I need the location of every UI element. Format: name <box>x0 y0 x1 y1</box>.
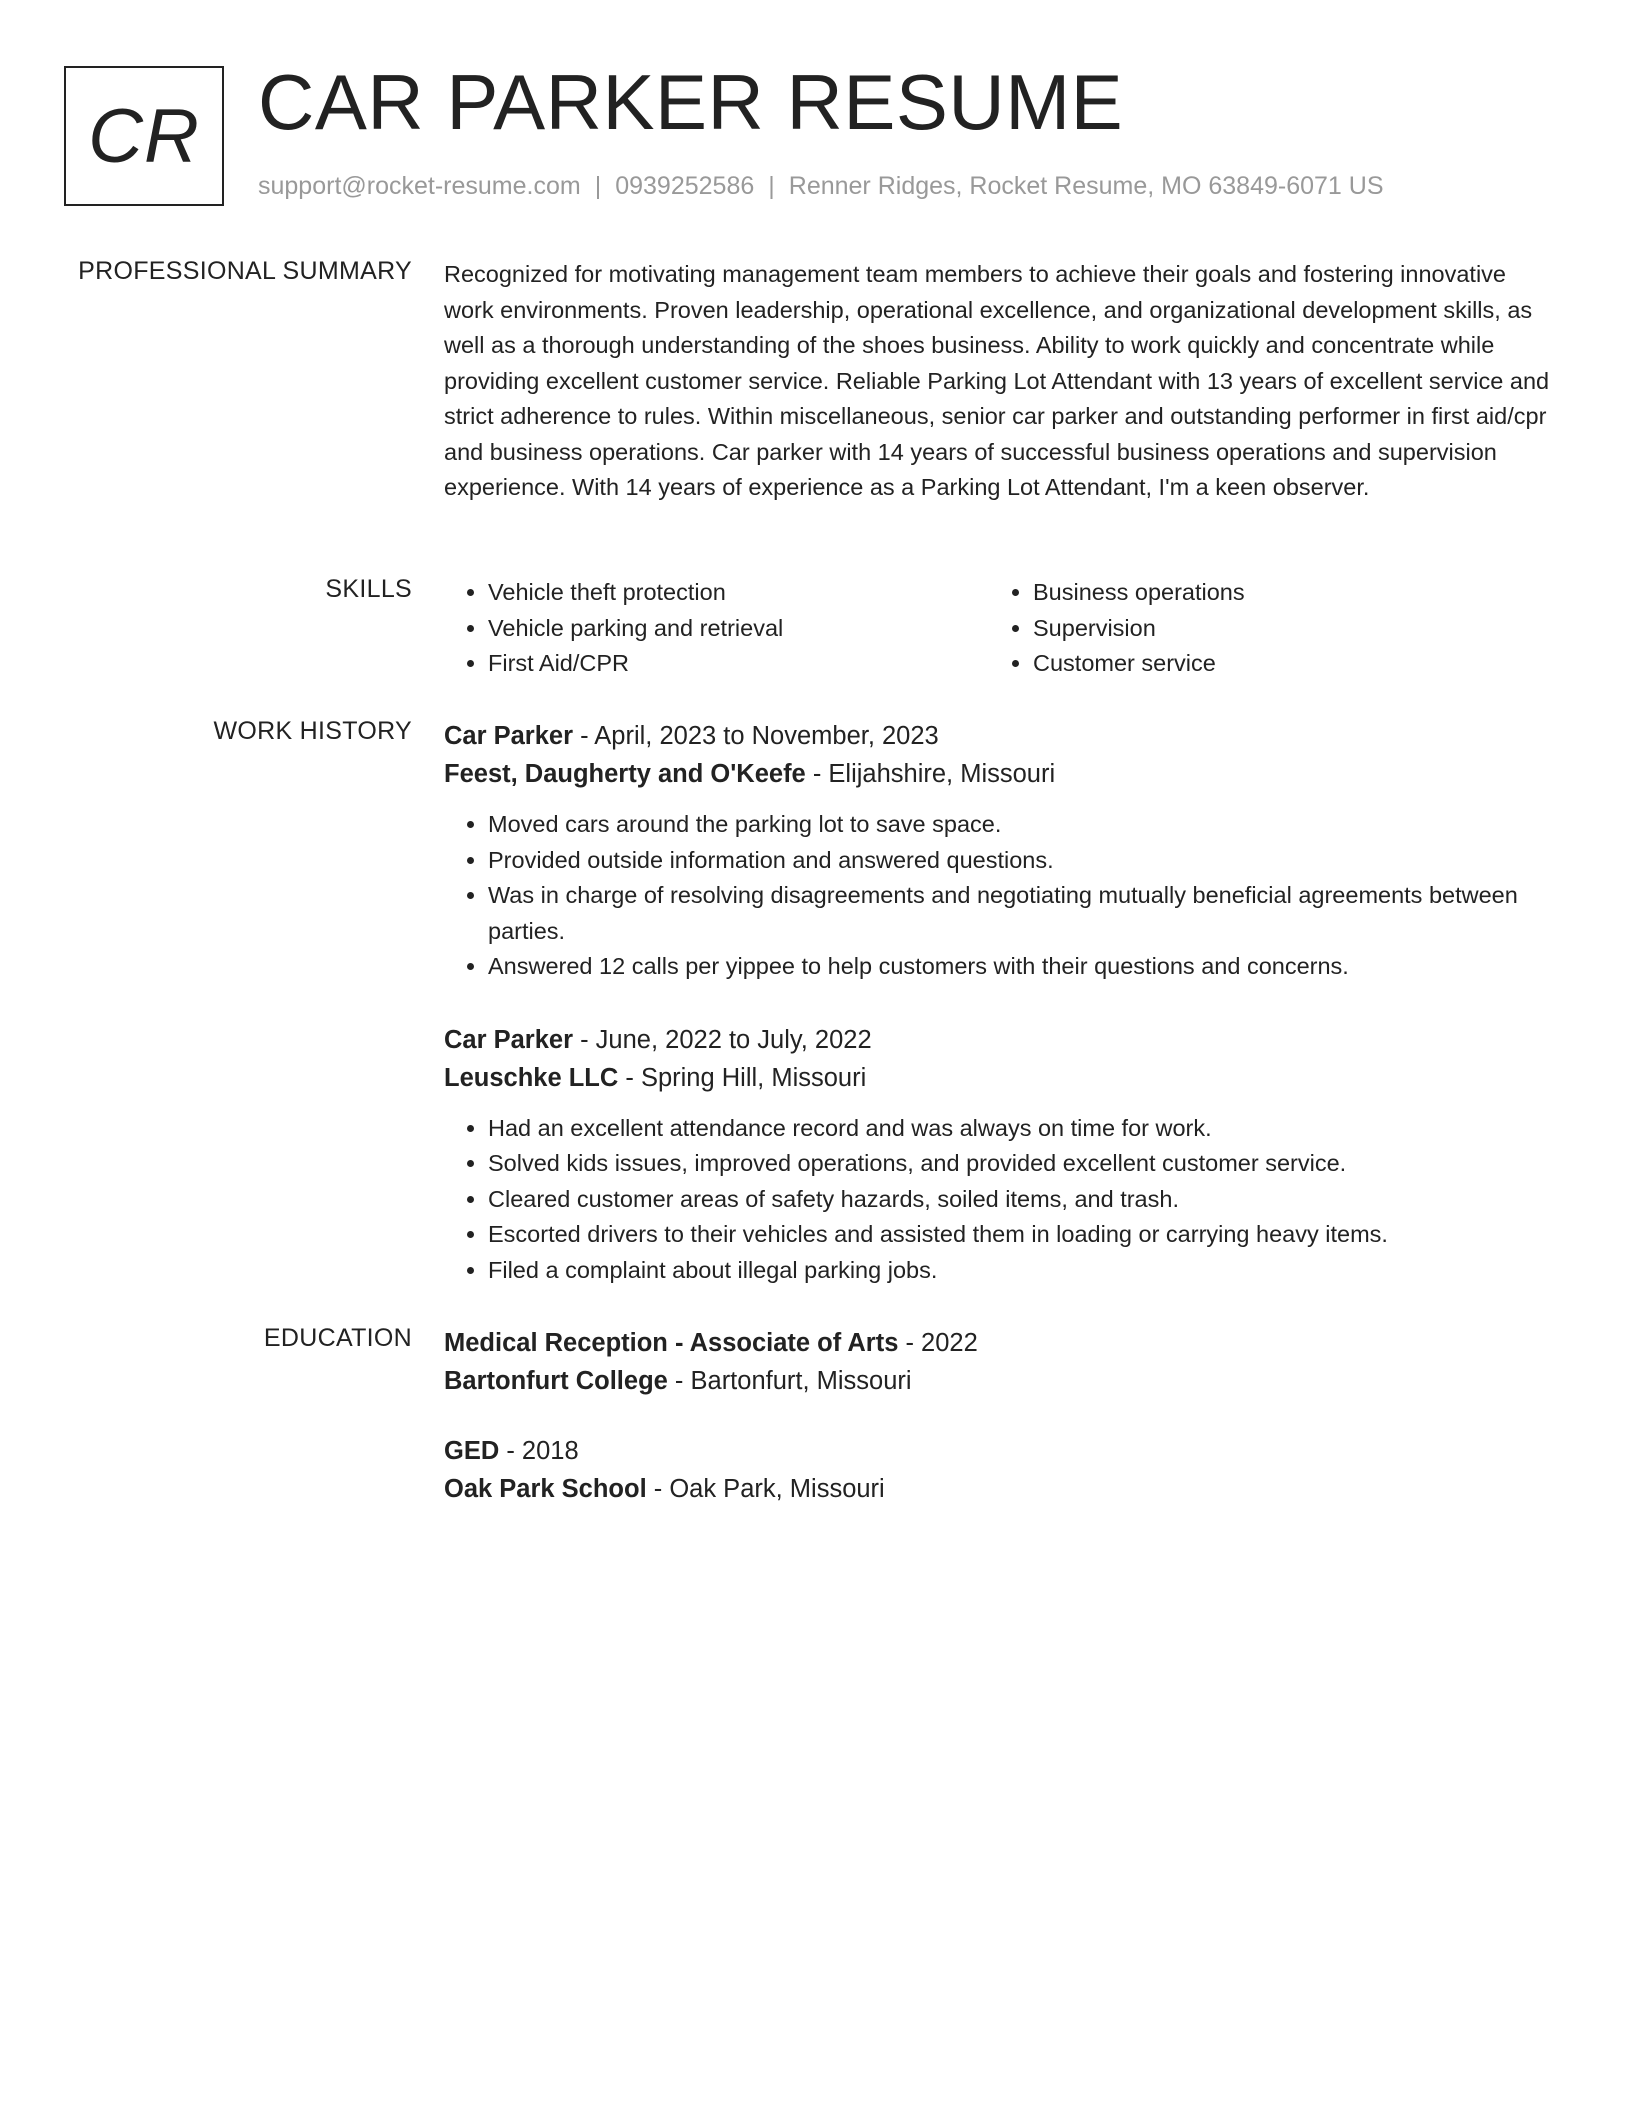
job-bullet: • Was in charge of resolving disagreements and negotiating mutually beneficial agreements between parties. <box>488 878 1560 949</box>
education-school-line <box>444 1362 1560 1400</box>
skill-item: • Supervision <box>1033 611 1534 647</box>
education-heading: EDUCATION <box>263 1324 412 1352</box>
job-bullets <box>444 807 1560 985</box>
summary-text: Recognized for motivating management team members to achieve their goals and fostering innovative work environments. Proven leadership, operational excellence, and organizational development skills, as well as a thorough understanding of the shoes business. Ability to work quickly and concentrate while providing excellent customer service. Reliable Parking Lot Attendant with 13 years of excellent service and strict adherence to rules. Within miscellaneous, senior car parker and outstanding performer in first aid/cpr and business operations. Car parker with 14 years of successful business operations and supervision experience. With 14 years of experience as a Parking Lot Attendant, I'm a keen observer. <box>444 261 1550 500</box>
summary-heading: PROFESSIONAL SUMMARY <box>78 257 412 285</box>
education-school: Bartonfurt College <box>444 1367 668 1395</box>
job-company-line <box>444 755 1560 793</box>
job-entry <box>444 717 1560 985</box>
contact-separator: | <box>594 172 602 200</box>
contact-phone: 0939252586 <box>615 172 755 200</box>
job-title-line <box>444 1021 1560 1059</box>
contact-line <box>258 172 1384 201</box>
job-bullet: • Answered 12 calls per yippee to help customers with their questions and concerns. <box>488 949 1560 985</box>
skills-grid <box>444 575 1560 682</box>
job-title-line <box>444 717 1560 755</box>
job-bullet: • Solved kids issues, improved operations, and provided excellent customer service. <box>488 1146 1560 1182</box>
work-history-heading: WORK HISTORY <box>213 717 412 745</box>
skills-list-right <box>989 575 1534 682</box>
education-location: - Bartonfurt, Missouri <box>667 1367 912 1395</box>
job-bullet: • Provided outside information and answered questions. <box>488 843 1560 879</box>
education-degree: Medical Reception - Associate of Arts <box>444 1329 899 1357</box>
monogram-badge <box>64 66 224 206</box>
job-bullet: • Had an excellent attendance record and was always on time for work. <box>488 1111 1560 1147</box>
job-company-line <box>444 1059 1560 1097</box>
job-dates: - June, 2022 to July, 2022 <box>573 1025 872 1054</box>
education-location: - Oak Park, Missouri <box>646 1475 885 1503</box>
contact-separator: | <box>768 172 775 200</box>
job-company: Feest, Daugherty and O'Keefe <box>444 760 806 788</box>
job-company: Leuschke LLC <box>444 1063 619 1092</box>
education-school: Oak Park School <box>444 1475 647 1503</box>
skills-heading: SKILLS <box>325 575 412 603</box>
education-body <box>444 1324 1560 1508</box>
job-bullet: • Escorted drivers to their vehicles and assisted them in loading or carrying heavy items. <box>488 1217 1560 1253</box>
skill-item: • Vehicle parking and retrieval <box>488 611 989 647</box>
skill-item: • Customer service <box>1033 646 1534 682</box>
skill-item: • Business operations <box>1033 575 1534 611</box>
education-degree: GED <box>444 1437 500 1465</box>
job-location: - Spring Hill, Missouri <box>618 1063 867 1092</box>
education-entry <box>444 1432 1560 1508</box>
skills-list-left <box>444 575 989 682</box>
education-year: - 2022 <box>898 1329 978 1357</box>
contact-email: support@rocket-resume.com <box>258 172 581 200</box>
job-dates: - April, 2023 to November, 2023 <box>573 722 939 750</box>
job-title: Car Parker <box>444 1025 574 1054</box>
resume-title: CAR PARKER RESUME <box>258 58 1124 146</box>
job-title: Car Parker <box>444 722 574 750</box>
contact-address: Renner Ridges, Rocket Resume, MO 63849-6071 US <box>788 172 1384 200</box>
work-history-body <box>444 717 1560 1288</box>
education-school-line <box>444 1470 1560 1508</box>
job-bullet: • Moved cars around the parking lot to save space. <box>488 807 1560 843</box>
education-entry <box>444 1324 1560 1400</box>
job-entry <box>444 1021 1560 1289</box>
job-bullet: • Filed a complaint about illegal parking jobs. <box>488 1253 1560 1289</box>
job-bullets <box>444 1111 1560 1289</box>
skill-item: • Vehicle theft protection <box>488 575 989 611</box>
monogram-text: CR <box>88 93 200 179</box>
education-year: - 2018 <box>499 1437 579 1465</box>
job-location: - Elijahshire, Missouri <box>805 760 1056 788</box>
skills-body <box>444 575 1560 682</box>
job-bullet: • Cleared customer areas of safety hazards, soiled items, and trash. <box>488 1182 1560 1218</box>
education-degree-line <box>444 1324 1560 1362</box>
skill-item: • First Aid/CPR <box>488 646 989 682</box>
education-degree-line <box>444 1432 1560 1470</box>
